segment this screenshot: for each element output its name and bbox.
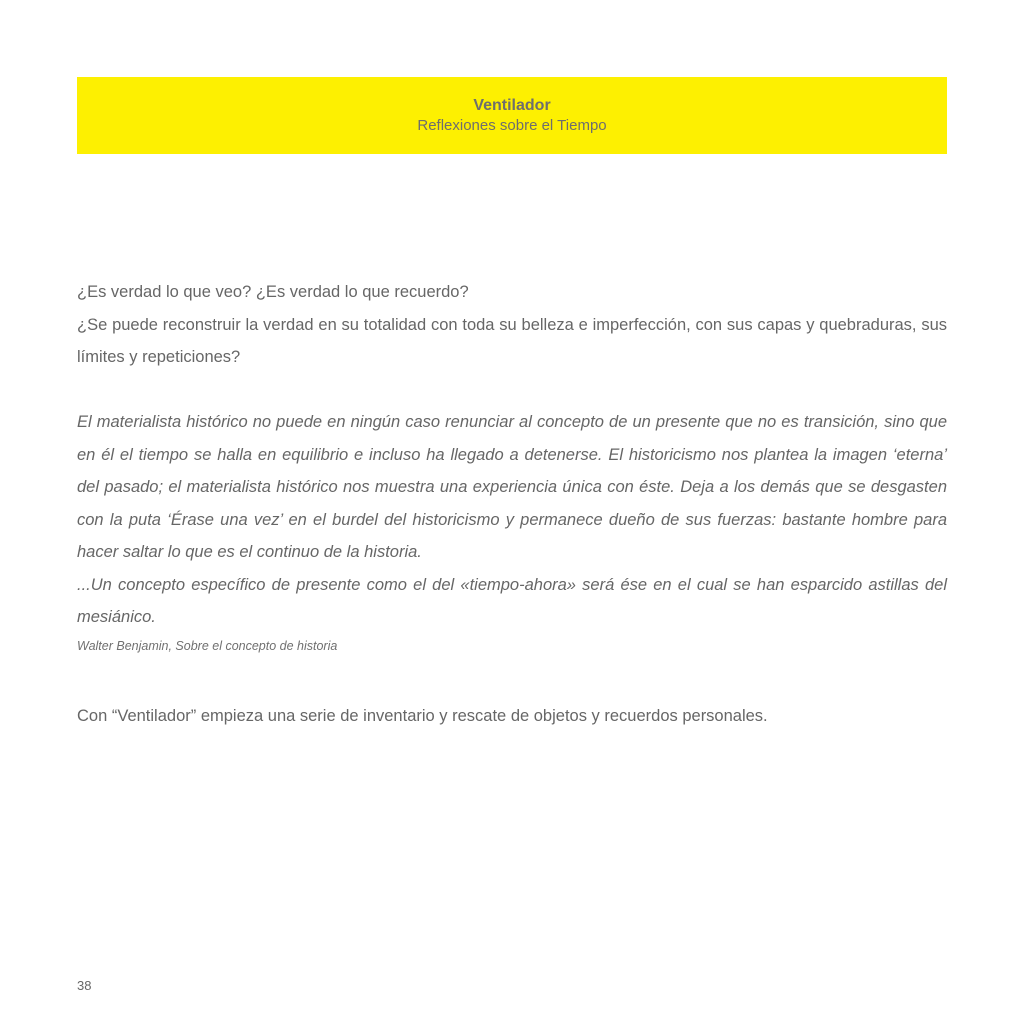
page-number: 38 bbox=[77, 978, 92, 993]
document-subtitle: Reflexiones sobre el Tiempo bbox=[417, 117, 607, 134]
closing-paragraph: Con “Ventilador” empieza una serie de inventario y rescate de objetos y recuerdos personales. bbox=[77, 706, 768, 725]
intro-question-2: ¿Se puede reconstruir la verdad en su totalidad con toda su belleza e imperfección, con sus capas y quebraduras, sus límites y repeticiones? bbox=[77, 315, 947, 366]
document-title: Ventilador bbox=[473, 97, 551, 114]
intro-section bbox=[77, 276, 947, 374]
main-content bbox=[77, 276, 947, 732]
quote-block bbox=[77, 406, 947, 656]
header-band bbox=[77, 77, 947, 154]
intro-question-1: ¿Es verdad lo que veo? ¿Es verdad lo que recuerdo? bbox=[77, 283, 469, 301]
quote-paragraph-2: ...Un concepto específico de presente como el del «tiempo-ahora» será ése en el cual se han esparcido astillas del mesiánico. bbox=[77, 575, 947, 626]
quote-citation: Walter Benjamin, Sobre el concepto de historia bbox=[77, 638, 338, 653]
quote-paragraph-1: El materialista histórico no puede en ningún caso renunciar al concepto de un presente que no es transición, sino que en él el tiempo se halla en equilibrio e incluso ha llegado a detenerse. El historicismo nos plantea la imagen ‘eterna’ del pasado; el materialista histórico nos muestra una experiencia única con éste. Deja a los demás que se desgasten con la puta ‘Érase una vez’ en el burdel del historicismo y permanece dueño de sus fuerzas: bastante hombre para hacer saltar lo que es el continuo de la historia. bbox=[77, 413, 947, 561]
